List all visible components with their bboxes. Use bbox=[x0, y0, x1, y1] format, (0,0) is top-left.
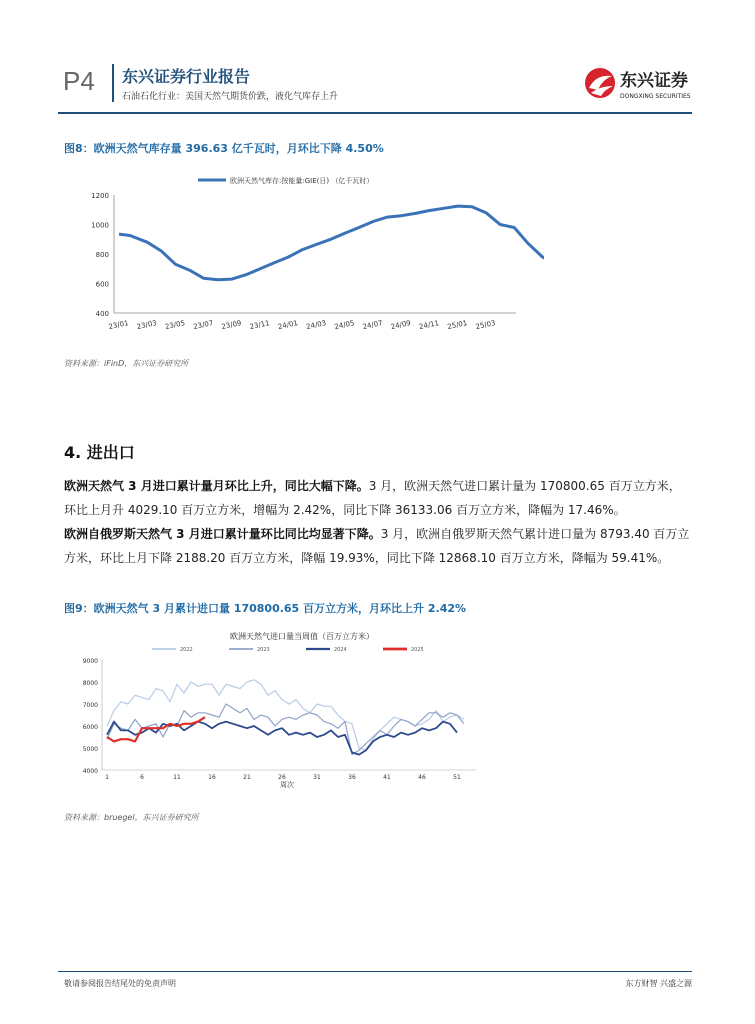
figure9-legend-label-2024: 2024 bbox=[334, 647, 347, 653]
figure8-x-tick-1: 23/03 bbox=[136, 319, 158, 332]
figure9-y-tick-3: 7000 bbox=[82, 702, 98, 709]
figure8-x-tick-6: 24/01 bbox=[277, 319, 299, 332]
figure9-legend-label-2025: 2025 bbox=[411, 647, 424, 653]
figure9-legend-label-2023: 2023 bbox=[257, 647, 270, 653]
paragraph-2-lead: 欧洲自俄罗斯天然气 3 月进口累计量环比同比均显著下降。 bbox=[64, 527, 381, 541]
figure8-y-tick-4: 1200 bbox=[91, 192, 109, 200]
footer-slogan: 东方财智 兴盛之源 bbox=[625, 979, 692, 988]
figure8-y-tick-0: 400 bbox=[95, 310, 109, 318]
figure9-legend-label-2022: 2022 bbox=[180, 647, 193, 653]
footer-rule bbox=[58, 971, 692, 972]
figure9-series-2025 bbox=[107, 717, 205, 741]
figure9-x-tick-3: 16 bbox=[208, 774, 216, 781]
figure9-caption: 图9：欧洲天然气 3 月累计进口量 170800.65 百万立方米，月环比上升 2.42% bbox=[64, 602, 467, 615]
figure9-source: 资料来源：bruegel，东兴证券研究所 bbox=[64, 813, 199, 822]
logo-text: 东兴证券 bbox=[620, 71, 688, 91]
figure8-x-tick-9: 24/07 bbox=[361, 319, 384, 332]
figure8-legend-label: 欧洲天然气库存:按能量:GIE(日) （亿千瓦时） bbox=[230, 177, 374, 185]
figure9-chart bbox=[64, 625, 504, 805]
figure9-x-tick-4: 21 bbox=[243, 774, 251, 781]
paragraph-2-body: 3 月，欧洲自俄罗斯天然气累计进口量为 8793.40 百万立方米，环比上月下降 2188.20 百万立方米，降幅 19.93%，同比下降 12868.10 百万立方米，降幅为 59.41%。 bbox=[64, 527, 690, 565]
figure8-x-tick-13: 25/03 bbox=[474, 319, 497, 332]
paragraph-1 bbox=[64, 474, 692, 522]
figure9-x-tick-9: 46 bbox=[418, 774, 426, 781]
figure8-x-tick-2: 23/05 bbox=[164, 319, 186, 332]
figure8-x-tick-4: 23/09 bbox=[220, 319, 243, 332]
figure9-series-2024 bbox=[107, 722, 457, 755]
company-logo bbox=[582, 62, 694, 104]
figure8-source: 资料来源：iFinD，东兴证券研究所 bbox=[64, 359, 189, 368]
figure9-x-tick-1: 6 bbox=[140, 774, 144, 781]
figure9-x-tick-2: 11 bbox=[173, 774, 181, 781]
figure8-x-tick-0: 23/01 bbox=[107, 319, 130, 332]
header-divider bbox=[112, 64, 114, 102]
figure8-x-tick-3: 23/07 bbox=[192, 319, 214, 332]
section-heading: 4. 进出口 bbox=[64, 443, 135, 462]
figure8-y-tick-2: 800 bbox=[95, 251, 109, 259]
figure8-x-tick-8: 24/05 bbox=[333, 319, 356, 332]
page-number: P4 bbox=[63, 66, 95, 96]
figure8-x-tick-7: 24/03 bbox=[305, 319, 327, 332]
figure8-chart bbox=[64, 165, 544, 345]
figure8-series-line bbox=[119, 206, 544, 280]
footer-disclaimer: 敬请参阅报告结尾处的免责声明 bbox=[64, 979, 176, 988]
figure9-y-tick-4: 8000 bbox=[82, 680, 98, 687]
figure8-x-tick-10: 24/09 bbox=[390, 319, 412, 332]
figure9-x-tick-6: 31 bbox=[313, 774, 321, 781]
figure8-y-tick-3: 1000 bbox=[91, 221, 109, 230]
figure9-x-tick-0: 1 bbox=[105, 774, 109, 781]
figure9-x-tick-10: 51 bbox=[453, 774, 461, 781]
figure9-title: 欧洲天然气进口量当周值（百万立方米） bbox=[230, 632, 374, 641]
figure8-y-tick-1: 600 bbox=[95, 280, 109, 289]
figure8-x-tick-11: 24/11 bbox=[418, 319, 440, 332]
figure9-x-label: 周次 bbox=[280, 781, 294, 789]
figure9-x-tick-5: 26 bbox=[278, 774, 286, 781]
logo-subtext: DONGXING SECURITIES bbox=[620, 93, 691, 100]
logo-mark-icon bbox=[582, 62, 694, 104]
figure9-y-tick-1: 5000 bbox=[82, 746, 98, 753]
figure8-x-tick-5: 23/11 bbox=[249, 319, 271, 332]
report-subtitle: 石油石化行业：美国天然气期货价跌，液化气库存上升 bbox=[122, 92, 339, 102]
figure9-x-tick-8: 41 bbox=[383, 774, 391, 781]
figure9-series-2022 bbox=[107, 680, 464, 750]
figure8-caption: 图8：欧洲天然气库存量 396.63 亿千瓦时，月环比下降 4.50% bbox=[64, 142, 384, 155]
header-rule bbox=[58, 112, 692, 114]
figure9-y-tick-5: 9000 bbox=[82, 658, 98, 665]
paragraph-1-body: 3 月，欧洲天然气进口累计量为 170800.65 百万立方米，环比上月升 4029.10 百万立方米，增幅为 2.42%，同比下降 36133.06 百万立方米，降幅为 17.46%。 bbox=[64, 479, 681, 517]
figure9-x-tick-7: 36 bbox=[348, 774, 356, 781]
figure9-y-tick-2: 6000 bbox=[82, 724, 98, 731]
figure9-y-tick-0: 4000 bbox=[82, 768, 98, 775]
report-title: 东兴证券行业报告 bbox=[122, 67, 251, 86]
figure8-x-tick-12: 25/01 bbox=[446, 319, 469, 332]
paragraph-1-lead: 欧洲天然气 3 月进口累计量月环比上升，同比大幅下降。 bbox=[64, 479, 369, 493]
paragraph-2 bbox=[64, 522, 692, 570]
